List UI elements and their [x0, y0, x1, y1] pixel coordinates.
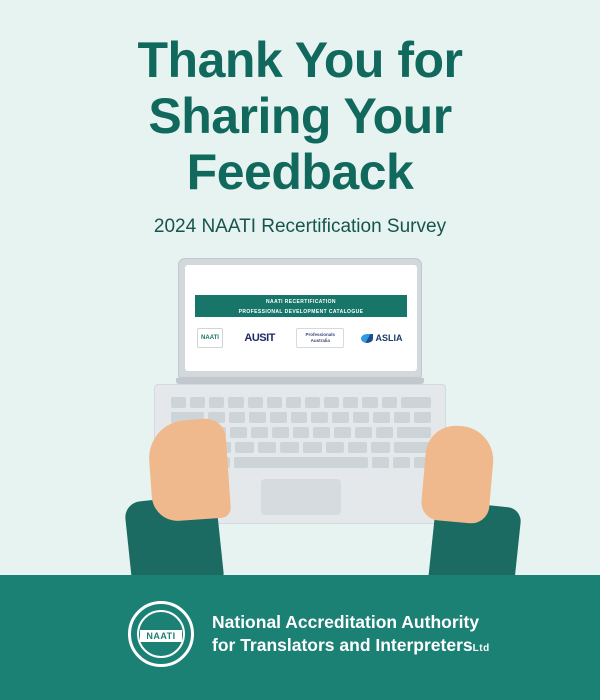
- spacebar-key: [234, 457, 369, 468]
- organisation-name-line-2: [212, 634, 490, 657]
- key-row: [171, 397, 431, 408]
- key: [229, 412, 246, 423]
- key: [401, 397, 431, 408]
- catalogue-title-line-1: NAATI RECERTIFICATION: [266, 299, 336, 305]
- key: [326, 442, 345, 453]
- key: [311, 412, 328, 423]
- page-title-line-1: Thank You for: [137, 32, 463, 88]
- key: [230, 427, 247, 438]
- page-title-line-2: Sharing Your: [148, 88, 452, 144]
- key: [303, 442, 322, 453]
- key: [348, 442, 367, 453]
- key: [270, 412, 287, 423]
- key: [334, 427, 351, 438]
- key: [373, 412, 390, 423]
- right-hand: [420, 423, 496, 525]
- aslia-swoosh-icon: [361, 334, 373, 343]
- catalogue-title-band: [195, 295, 407, 317]
- catalogue-title-line-2: PROFESSIONAL DEVELOPMENT CATALOGUE: [238, 308, 364, 315]
- key: [209, 397, 224, 408]
- organisation-name-line-2-text: for Translators and Interpreters: [212, 635, 473, 655]
- footer-content: [128, 601, 490, 667]
- key: [305, 397, 320, 408]
- key: [280, 442, 299, 453]
- key: [251, 427, 268, 438]
- aslia-logo-label: ASLIA: [375, 333, 403, 343]
- key: [291, 412, 308, 423]
- key: [286, 397, 301, 408]
- page-title: [0, 32, 600, 200]
- naati-logo-icon: NAATI: [197, 328, 223, 348]
- ausit-logo-icon: AUSIT: [238, 328, 282, 348]
- key: [171, 397, 186, 408]
- key: [353, 412, 370, 423]
- key: [376, 427, 393, 438]
- key: [235, 442, 254, 453]
- partner-logo-row: [197, 325, 405, 351]
- key: [190, 397, 205, 408]
- screen-content: [185, 265, 417, 371]
- key: [394, 412, 411, 423]
- aslia-logo-icon: [359, 328, 405, 348]
- footer-band: [0, 575, 600, 700]
- key: [362, 397, 377, 408]
- key: [267, 397, 282, 408]
- key: [397, 427, 431, 438]
- laptop-screen: [178, 258, 422, 378]
- key: [371, 442, 390, 453]
- organisation-suffix: Ltd: [472, 643, 490, 654]
- key: [313, 427, 330, 438]
- key: [249, 412, 266, 423]
- laptop-illustration: [0, 258, 600, 578]
- left-hand: [147, 417, 232, 522]
- key: [228, 397, 243, 408]
- key: [382, 397, 397, 408]
- key: [372, 457, 389, 468]
- trackpad: [261, 479, 341, 515]
- key: [355, 427, 372, 438]
- key: [414, 412, 431, 423]
- page-subtitle: 2024 NAATI Recertification Survey: [153, 216, 447, 237]
- key: [272, 427, 289, 438]
- professionals-australia-logo-icon: Professionals Australia: [296, 328, 344, 348]
- key: [343, 397, 358, 408]
- naati-logo-icon: [128, 601, 194, 667]
- key: [248, 397, 263, 408]
- key: [293, 427, 310, 438]
- key: [393, 457, 410, 468]
- organisation-name-line-1: National Accreditation Authority: [212, 611, 480, 632]
- organisation-name: [212, 611, 490, 657]
- page-title-line-3: Feedback: [186, 144, 414, 200]
- naati-logo-text: NAATI: [140, 630, 182, 642]
- key: [258, 442, 277, 453]
- key: [332, 412, 349, 423]
- key: [324, 397, 339, 408]
